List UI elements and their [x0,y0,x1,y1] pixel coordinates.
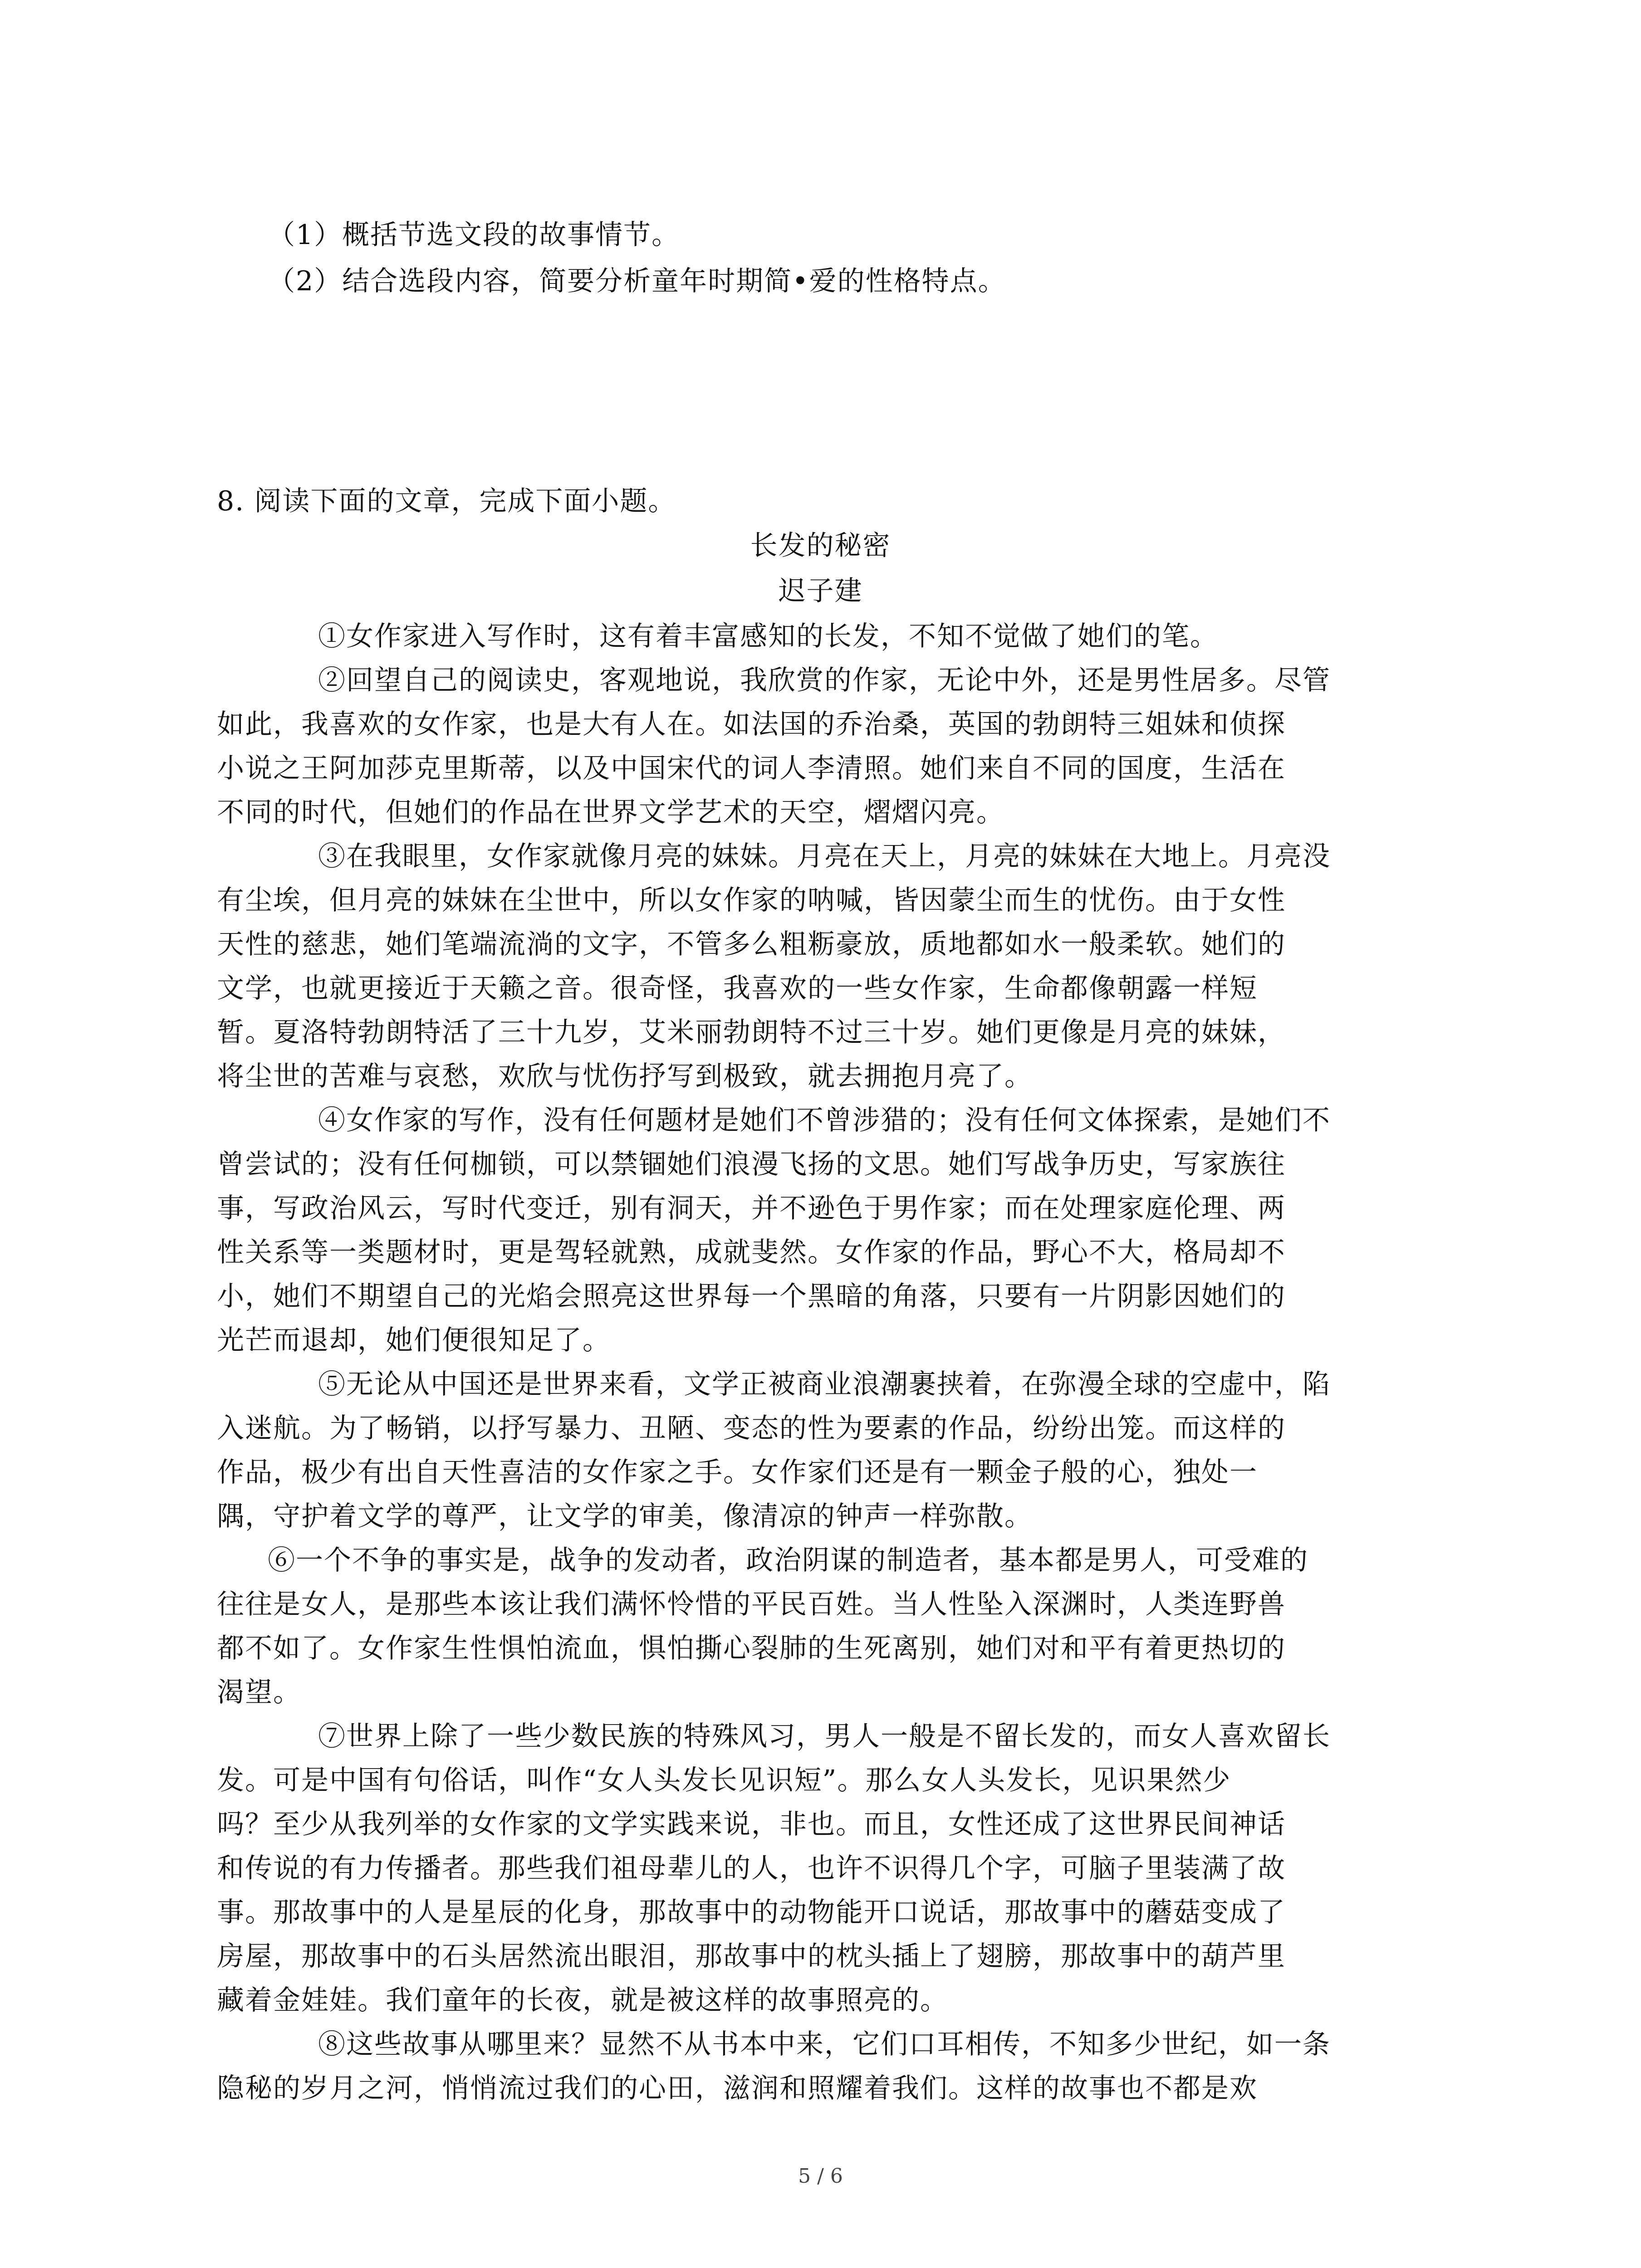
question-2: （2）结合选段内容，简要分析童年时期简•爱的性格特点。 [268,265,1006,297]
article-line: 暂。夏洛特勃朗特活了三十九岁，艾米丽勃朗特不过三十岁。她们更像是月亮的妹妹， [217,1017,1286,1048]
article-line: 曾尝试的；没有任何枷锁，可以禁锢她们浪漫飞扬的文思。她们写战争历史，写家族往 [217,1149,1286,1180]
article-line: 文学，也就更接近于天籁之音。很奇怪，我喜欢的一些女作家，生命都像朝露一样短 [217,973,1258,1004]
article-title: 长发的秘密 [750,530,891,562]
article-line: ⑤无论从中国还是世界来看，文学正被商业浪潮裹挟着，在弥漫全球的空虚中，陷 [318,1369,1331,1400]
article-line: 入迷航。为了畅销，以抒写暴力、丑陋、变态的性为要素的作品，纷纷出笼。而这样的 [217,1413,1286,1444]
article-line: 都不如了。女作家生性惧怕流血，惧怕撕心裂肺的生死离别，她们对和平有着更热切的 [217,1633,1286,1664]
article-line: 不同的时代，但她们的作品在世界文学艺术的天空，熠熠闪亮。 [217,797,1004,828]
article-line: 光芒而退却，她们便很知足了。 [217,1325,611,1356]
article-line: 隅，守护着文学的尊严，让文学的审美，像清凉的钟声一样弥散。 [217,1501,1033,1532]
article-line: 渴望。 [217,1677,301,1708]
article-line: ②回望自己的阅读史，客观地说，我欣赏的作家，无论中外，还是男性居多。尽管 [318,665,1331,696]
page-number: 5 / 6 [798,2165,843,2188]
section-heading: 8. 阅读下面的文章，完成下面小题。 [217,485,676,517]
article-line: 发。可是中国有句俗话，叫作“女人头发长见识短”。那么女人头发长，见识果然少 [217,1765,1231,1796]
article-line: 作品，极少有出自天性喜洁的女作家之手。女作家们还是有一颗金子般的心，独处一 [217,1457,1258,1488]
article-line: 事。那故事中的人是星辰的化身，那故事中的动物能开口说话，那故事中的蘑菇变成了 [217,1897,1286,1928]
article-line: 将尘世的苦难与哀愁，欢欣与忧伤抒写到极致，就去拥抱月亮了。 [217,1061,1033,1092]
article-line: 往往是女人，是那些本该让我们满怀怜惜的平民百姓。当人性坠入深渊时，人类连野兽 [217,1589,1286,1620]
article-line: 有尘埃，但月亮的妹妹在尘世中，所以女作家的呐喊，皆因蒙尘而生的忧伤。由于女性 [217,885,1286,916]
article-author: 迟子建 [778,575,863,607]
article-line: 吗？至少从我列举的女作家的文学实践来说，非也。而且，女性还成了这世界民间神话 [217,1809,1286,1840]
article-line: 事，写政治风云，写时代变迁，别有洞天，并不逊色于男作家；而在处理家庭伦理、两 [217,1193,1286,1224]
article-line: ⑧这些故事从哪里来？显然不从书本中来，它们口耳相传，不知多少世纪，如一条 [318,2028,1331,2060]
article-line: 如此，我喜欢的女作家，也是大有人在。如法国的乔治桑，英国的勃朗特三姐妹和侦探 [217,709,1286,740]
article-line: ④女作家的写作，没有任何题材是她们不曾涉猎的；没有任何文体探索，是她们不 [318,1105,1331,1136]
article-line: 和传说的有力传播者。那些我们祖母辈儿的人，也许不识得几个字，可脑子里装满了故 [217,1853,1286,1884]
article-line: 隐秘的岁月之河，悄悄流过我们的心田，滋润和照耀着我们。这样的故事也不都是欢 [217,2072,1258,2104]
article-line: 藏着金娃娃。我们童年的长夜，就是被这样的故事照亮的。 [217,1984,948,2016]
article-line: 小说之王阿加莎克里斯蒂，以及中国宋代的词人李清照。她们来自不同的国度，生活在 [217,753,1286,784]
article-line: 性关系等一类题材时，更是驾轻就熟，成就斐然。女作家的作品，野心不大，格局却不 [217,1237,1286,1268]
article-line: ⑥一个不争的事实是，战争的发动者，政治阴谋的制造者，基本都是男人，可受难的 [268,1545,1308,1576]
article-line: ③在我眼里，女作家就像月亮的妹妹。月亮在天上，月亮的妹妹在大地上。月亮没 [318,841,1331,872]
article-line: 天性的慈悲，她们笔端流淌的文字，不管多么粗粝豪放，质地都如水一般柔软。她们的 [217,929,1286,960]
article-line: 小，她们不期望自己的光焰会照亮这世界每一个黑暗的角落，只要有一片阴影因她们的 [217,1281,1286,1312]
article-line: ①女作家进入写作时，这有着丰富感知的长发，不知不觉做了她们的笔。 [318,621,1218,652]
article-line: 房屋，那故事中的石头居然流出眼泪，那故事中的枕头插上了翅膀，那故事中的葫芦里 [217,1941,1286,1972]
question-1: （1）概括节选文段的故事情节。 [268,219,680,251]
article-line: ⑦世界上除了一些少数民族的特殊风习，男人一般是不留长发的，而女人喜欢留长 [318,1721,1331,1752]
